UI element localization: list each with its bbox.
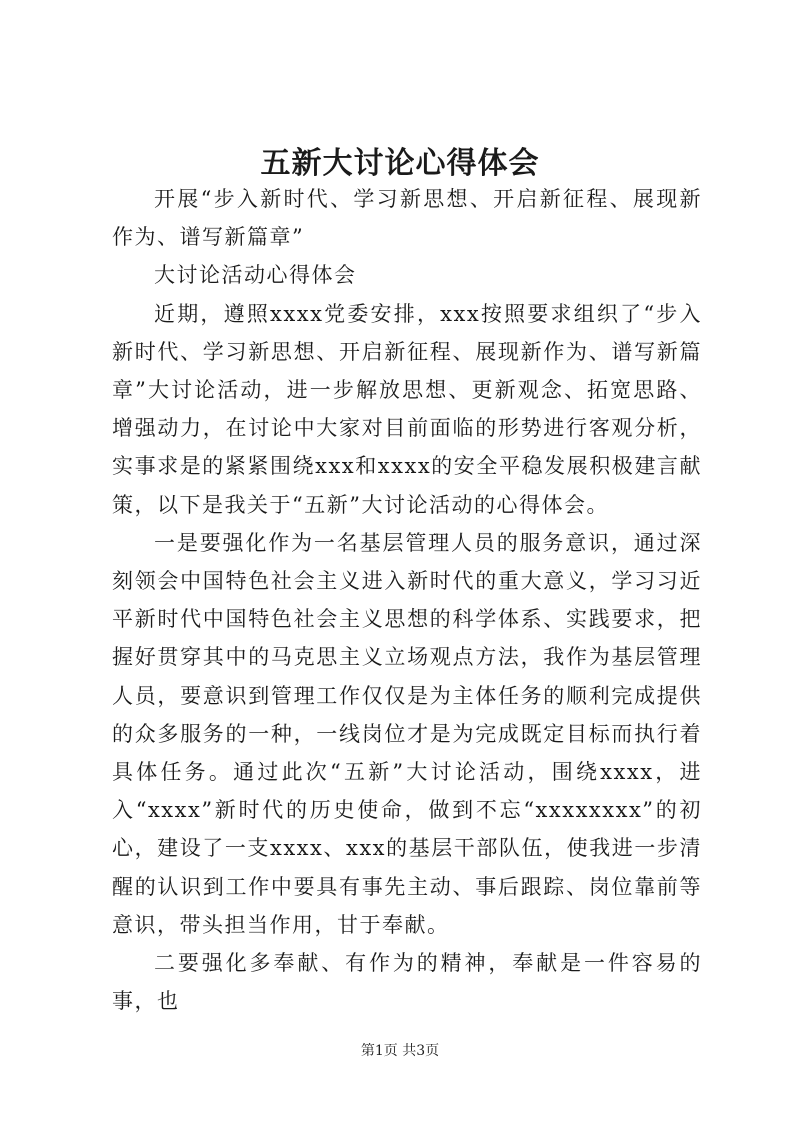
paragraph-intro: 开展“步入新时代、学习新思想、开启新征程、展现新作为、谱写新篇章” (112, 187, 702, 250)
paragraph-2: 一是要强化作为一名基层管理人员的服务意识，通过深刻领会中国特色社会主义进入新时代的重大意义，学习习近平新时代中国特色社会主义思想的科学体系、实践要求，把握好贯穿其中的马克思主义立场观点方法，我作为基层管理人员，要意识到管理工作仅仅是为主体任务的顺利完成提供的众多服务的一种，一线岗位才是为完成既定目标而执行着具体任务。通过此次“五新”大讨论活动，围绕xxxx，进入“xxxx”新时代的历史使命，做到不忘“xxxxxxxx”的初心，建设了一支xxxx、xxx的基层干部队伍，使我进一步清醒的认识到工作中要具有事先主动、事后跟踪、岗位靠前等意识，带头担当作用，甘于奉献。 (112, 530, 702, 937)
page-footer: 第1页 共3页 (360, 1043, 440, 1059)
document-title: 五新大讨论心得体会 (260, 146, 540, 181)
paragraph-subtitle: 大讨论活动心得体会 (154, 263, 357, 288)
paragraph-1: 近期，遵照xxxx党委安排，xxx按照要求组织了“步入新时代、学习新思想、开启新征程、展现新作为、谱写新篇章”大讨论活动，进一步解放思想、更新观念、拓宽思路、增强动力，在讨论中大家对目前面临的形势进行客观分析，实事求是的紧紧围绕xxx和xxxx的安全平稳发展积极建言献策，以下是我关于“五新”大讨论活动的心得体会。 (112, 301, 702, 517)
paragraph-3: 二要强化多奉献、有作为的精神，奉献是一件容易的事，也 (112, 951, 702, 1014)
document-body (112, 180, 702, 1020)
